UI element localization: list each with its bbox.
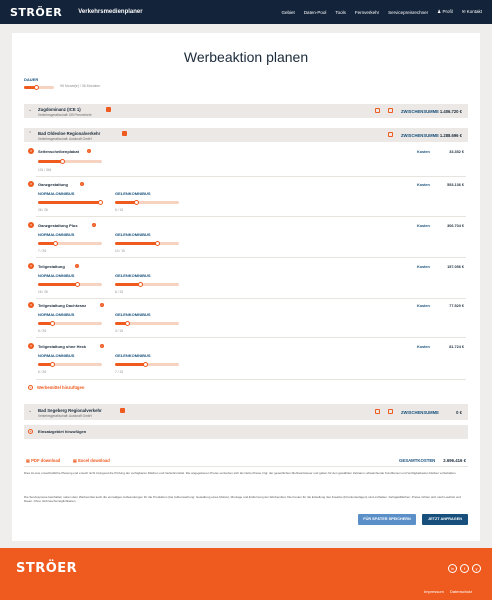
- subtotal-label: ZWISCHENSUMME: [401, 133, 439, 138]
- slider-fill: [115, 242, 157, 245]
- gelenk-bus-header: GELENKOMNIBUS: [115, 191, 151, 196]
- request-now-button[interactable]: JETZT ANFRAGEN: [422, 514, 468, 525]
- slider-fill: [38, 201, 102, 204]
- medium-title: Teilgestaltung: [38, 264, 65, 269]
- slider-fill: [115, 363, 145, 366]
- footer-logo[interactable]: STRÖER: [16, 561, 78, 576]
- divider: [36, 337, 466, 338]
- medium-cost: 77.520 €: [449, 304, 464, 308]
- remove-medium-icon[interactable]: ×: [29, 222, 33, 227]
- divider: [24, 466, 468, 467]
- gelenk-bus-slider[interactable]: [115, 363, 179, 366]
- nav-fernverkehr[interactable]: Fernverkehr: [354, 9, 380, 15]
- chevron-down-icon[interactable]: ⌄: [28, 107, 33, 113]
- slider-handle[interactable]: [155, 241, 160, 246]
- group-subtitle: Verkehrsgesellschaft: Autokraft GmbH: [38, 414, 92, 418]
- page-title: Werbeaktion planen: [183, 49, 309, 65]
- medium-cost: 553.136 €: [447, 183, 464, 187]
- kosten-label: Kosten: [417, 345, 430, 349]
- media-info-icon[interactable]: [120, 408, 125, 413]
- remove-medium-icon[interactable]: ×: [29, 263, 33, 268]
- add-area-link[interactable]: Einsatzgebiet hinzufügen: [38, 429, 87, 434]
- medium-slider[interactable]: [38, 160, 102, 163]
- app-title: Verkehrsmedienplaner: [78, 9, 143, 15]
- info-icon[interactable]: i: [101, 303, 103, 307]
- media-info-icon[interactable]: [106, 107, 111, 112]
- divider: [36, 298, 466, 299]
- stroeer-logo[interactable]: STRÖER: [10, 5, 63, 19]
- divider: [36, 216, 466, 217]
- excel-icon: ▤: [73, 458, 79, 463]
- medium-title: Teilgestaltung Dachkranz: [38, 303, 87, 308]
- gelenk-bus-slider[interactable]: [115, 322, 179, 325]
- chevron-down-icon[interactable]: ⌄: [28, 408, 33, 414]
- slider-fill: [115, 283, 141, 286]
- slider-fill: [38, 160, 62, 163]
- group-title: Bad Oldesloe Regionalverkehr: [38, 131, 101, 136]
- nav-gebiet[interactable]: Gebiet: [281, 9, 295, 15]
- train-icon: [388, 108, 393, 113]
- remove-medium-icon[interactable]: ×: [29, 181, 33, 186]
- slider-fill: [38, 283, 78, 286]
- bus-icon: [388, 132, 393, 137]
- gelenk-bus-header: GELENKOMNIBUS: [115, 273, 151, 278]
- pdf-icon: ▤: [26, 458, 32, 463]
- medium-count: 131 / 344: [38, 168, 52, 172]
- footer-impressum-link[interactable]: Impressum: [424, 589, 444, 594]
- slider-handle[interactable]: [75, 282, 80, 287]
- gelenk-bus-count: 6 / 15: [115, 290, 123, 294]
- group-title: Bad Segeberg Regionalverkehr: [38, 408, 102, 413]
- normal-bus-header: NORMALOMNIBUS: [38, 273, 75, 278]
- bus-icon: [388, 409, 393, 414]
- medium-title: Ganzgestaltung: [38, 182, 69, 187]
- subtotal-value: 1.406.720 €: [439, 109, 462, 114]
- gelenk-bus-count: 7 / 15: [115, 370, 123, 374]
- medium-cost: 33.352 €: [449, 150, 464, 154]
- gelenk-bus-header: GELENKOMNIBUS: [115, 312, 151, 317]
- user-icon: ♟: [437, 9, 443, 14]
- gelenk-bus-count: 3 / 15: [115, 329, 123, 333]
- nav-profil[interactable]: ♟ Profil: [437, 9, 453, 14]
- subtotal-value: 0 €: [456, 410, 462, 415]
- info-icon[interactable]: i: [101, 344, 103, 348]
- gelenk-bus-header: GELENKOMNIBUS: [115, 232, 151, 237]
- subtotal-value: 1.288.696 €: [439, 133, 462, 138]
- normal-bus-header: NORMALOMNIBUS: [38, 232, 75, 237]
- slider-handle[interactable]: [143, 362, 148, 367]
- slider-handle[interactable]: [134, 200, 139, 205]
- kosten-label: Kosten: [417, 150, 430, 154]
- normal-bus-slider[interactable]: [38, 363, 102, 366]
- gelenk-bus-slider[interactable]: [115, 201, 179, 204]
- duration-label: DAUER: [24, 77, 39, 82]
- normal-bus-count: 26 / 26: [38, 208, 48, 212]
- gelenk-bus-count: 5 / 15: [115, 208, 123, 212]
- mail-icon: ✉: [461, 9, 467, 14]
- media-info-icon[interactable]: [122, 131, 127, 136]
- remove-medium-icon[interactable]: ×: [29, 302, 33, 307]
- plus-icon[interactable]: +: [29, 385, 32, 390]
- slider-handle[interactable]: [125, 321, 130, 326]
- group-bad-oldesloe[interactable]: [24, 128, 468, 142]
- normal-bus-count: 7 / 26: [38, 249, 46, 253]
- add-area-row[interactable]: [24, 425, 468, 439]
- info-icon[interactable]: i: [88, 149, 90, 153]
- nav-servicepreisrechner[interactable]: Servicepreisrechner: [388, 9, 429, 15]
- normal-bus-slider[interactable]: [38, 201, 102, 204]
- plus-icon[interactable]: +: [29, 429, 32, 434]
- medium-cost: 157.056 €: [447, 265, 464, 269]
- divider: [36, 379, 466, 380]
- slider-handle[interactable]: [98, 200, 103, 205]
- top-navigation-bar: [0, 0, 492, 24]
- kosten-label: Kosten: [417, 224, 430, 228]
- medium-title: Teilgestaltung ohne Heck: [38, 344, 87, 349]
- medium-title: Seitenscheibenplakat: [38, 149, 79, 154]
- group-bad-segeberg[interactable]: [24, 404, 468, 420]
- chevron-up-icon[interactable]: ⌃: [28, 131, 33, 137]
- gelenk-bus-slider[interactable]: [115, 283, 179, 286]
- divider: [36, 257, 466, 258]
- total-label: GESAMTKOSTEN: [399, 458, 436, 463]
- gelenk-bus-header: GELENKOMNIBUS: [115, 353, 151, 358]
- remove-medium-icon[interactable]: ×: [29, 343, 33, 348]
- medium-cost: 81.724 €: [449, 345, 464, 349]
- info-icon[interactable]: i: [81, 182, 83, 186]
- slider-handle[interactable]: [60, 159, 65, 164]
- normal-bus-count: 16 / 26: [38, 290, 48, 294]
- slider-handle[interactable]: [50, 321, 55, 326]
- slider-handle[interactable]: [50, 362, 55, 367]
- duration-value: 96 Monat(e) / 36 Monaten: [60, 84, 101, 88]
- disclaimer-text: Dies ist eine unverbindliche Planung und ersetzt nicht zwingend die Prüfung der verfügbaren Flächen und Verkehrsmittel. Die angegebenen Preise verstehen sich als Netto-Preise zzgl. der gesetzlichen Mehrwertsteuer und gelten für den gewählten Zeitraum; abweichende Konditionen und Verfügbarkeiten bleiben vorbehalten.: [24, 471, 457, 475]
- train-icon: [375, 108, 380, 113]
- group-subtitle: Verkehrsgesellschaft: Autokraft GmbH: [38, 137, 92, 141]
- nav-kontakt[interactable]: ✉ Kontakt: [461, 9, 482, 14]
- normal-bus-header: NORMALOMNIBUS: [38, 191, 75, 196]
- kosten-label: Kosten: [417, 265, 430, 269]
- subtotal-label: ZWISCHENSUMME: [401, 109, 439, 114]
- linkedin-icon[interactable]: in: [448, 564, 457, 573]
- footer: [0, 548, 492, 600]
- medium-cost: 306.704 €: [447, 224, 464, 228]
- medium-title: Ganzgestaltung Plus: [38, 223, 78, 228]
- pdf-download-link[interactable]: ▤ PDF download: [26, 458, 61, 463]
- divider: [36, 176, 466, 177]
- total-value: 2.696.416 €: [443, 458, 466, 463]
- normal-bus-header: NORMALOMNIBUS: [38, 312, 75, 317]
- disclaimer-text: Die Servicepreise beinhalten neben dem Werbemittel auch die einmaligen Aufwendungen für die Produktion (bei Außenwerbung: Gestaltung eines Motivs), Montage und Entfernung der Werbemittel. Die Kosten für die Erstellung des Kreativs (Druckunterlagen) sind enthalten. Fahrgastflächen: Preise richten sich nach Laufzeit und Dauer. Ohne Verbrauchsmöglichkeiten.: [24, 495, 461, 503]
- normal-bus-slider[interactable]: [38, 283, 102, 286]
- normal-bus-slider[interactable]: [38, 242, 102, 245]
- kosten-label: Kosten: [417, 304, 430, 308]
- slider-handle[interactable]: [53, 241, 58, 246]
- slider-fill: [115, 201, 136, 204]
- normal-bus-count: 6 / 26: [38, 370, 46, 374]
- duration-slider-handle[interactable]: [34, 85, 39, 90]
- facebook-icon[interactable]: f: [460, 564, 469, 573]
- gelenk-bus-slider[interactable]: [115, 242, 179, 245]
- nav-daten-pool[interactable]: Daten-Pool: [303, 9, 327, 15]
- nav-tools[interactable]: Tools: [335, 9, 346, 15]
- planner-card: [12, 33, 480, 541]
- group-zugdominanz[interactable]: [24, 104, 468, 118]
- excel-download-link[interactable]: ▤ Excel download: [73, 458, 110, 463]
- normal-bus-header: NORMALOMNIBUS: [38, 353, 75, 358]
- remove-medium-icon[interactable]: ×: [29, 148, 33, 153]
- add-medium-link[interactable]: Werbemittel hinzufügen: [37, 385, 85, 390]
- youtube-icon[interactable]: y: [472, 564, 481, 573]
- footer-datenschutz-link[interactable]: Datenschutz: [450, 589, 473, 594]
- group-title: Zugdominanz (ICE 1): [38, 107, 81, 112]
- bus-icon: [375, 409, 380, 414]
- slider-handle[interactable]: [138, 282, 143, 287]
- info-icon[interactable]: i: [93, 223, 95, 227]
- gelenk-bus-count: 10 / 15: [115, 249, 125, 253]
- group-subtitle: Verkehrsgesellschaft: DB Fernverkehr: [38, 113, 92, 117]
- normal-bus-slider[interactable]: [38, 322, 102, 325]
- duration-slider[interactable]: [24, 86, 54, 89]
- info-icon[interactable]: i: [76, 264, 78, 268]
- subtotal-label: ZWISCHENSUMME: [401, 410, 439, 415]
- kosten-label: Kosten: [417, 183, 430, 187]
- save-for-later-button[interactable]: FÜR SPÄTER SPEICHERN: [358, 514, 416, 525]
- main-nav: [282, 9, 482, 15]
- normal-bus-count: 6 / 26: [38, 329, 46, 333]
